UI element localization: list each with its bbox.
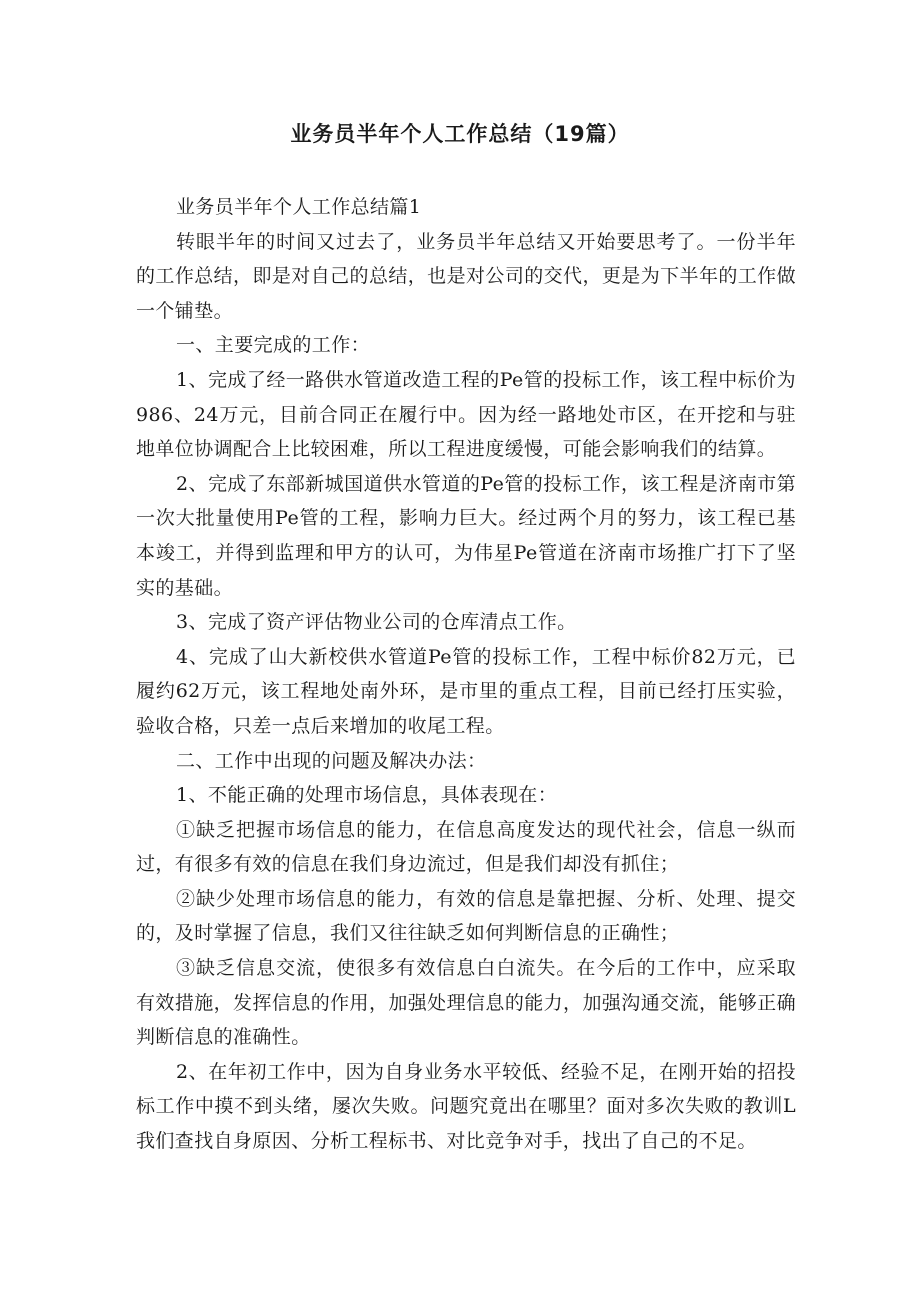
document-body [136,190,796,1159]
section-heading: 二、工作中出现的问题及解决办法： [176,749,487,772]
section-heading: 业务员半年个人工作总结篇1 [176,196,422,218]
paragraph: 1、完成了经一路供水管道改造工程的Pe管的投标工作，该工程中标价为986、24万元，目前合同正在履行中。因为经一路地处市区，在开挖和与驻地单位协调配合上比较困难，所以工程进度缓慢，可能会影响我们的结算。 [136,368,796,461]
paragraph: 2、完成了东部新城国道供水管道的Pe管的投标工作，该工程是济南市第一次大批量使用Pe管的工程，影响力巨大。经过两个月的努力，该工程已基本竣工，并得到监理和甲方的认可，为伟星Pe管道在济南市场推广打下了坚实的基础。 [136,472,796,599]
paragraph: 2、在年初工作中，因为自身业务水平较低、经验不足，在刚开始的招投标工作中摸不到头绪，屡次失败。问题究竟出在哪里？面对多次失败的教训L我们查找自身原因、分析工程标书、对比竞争对手，找出了自己的不足。 [136,1060,796,1153]
paragraph: ②缺少处理市场信息的能力，有效的信息是靠把握、分析、处理、提交的，及时掌握了信息，我们又往往缺乏如何判断信息的正确性； [136,887,796,945]
paragraph: 转眼半年的时间又过去了，业务员半年总结又开始要思考了。一份半年的工作总结，即是对自己的总结，也是对公司的交代，更是为下半年的工作做一个铺垫。 [136,230,796,322]
section-heading: 一、主要完成的工作： [176,334,371,357]
paragraph: 3、完成了资产评估物业公司的仓库清点工作。 [176,611,577,634]
document-title: 业务员半年个人工作总结（19篇） [290,122,630,146]
paragraph: 4、完成了山大新校供水管道Pe管的投标工作，工程中标价82万元，已履约62万元，该工程地处南外环，是市里的重点工程，目前已经打压实验，验收合格，只差一点后来增加的收尾工程。 [136,645,796,737]
paragraph: ③缺乏信息交流，使很多有效信息白白流失。在今后的工作中，应采取有效措施，发挥信息的作用，加强处理信息的能力，加强沟通交流，能够正确判断信息的准确性。 [136,957,796,1049]
paragraph: 1、不能正确的处理市场信息，具体表现在： [176,784,558,807]
paragraph: ①缺乏把握市场信息的能力，在信息高度发达的现代社会，信息一纵而过，有很多有效的信息在我们身边流过，但是我们却没有抓住； [136,818,796,876]
